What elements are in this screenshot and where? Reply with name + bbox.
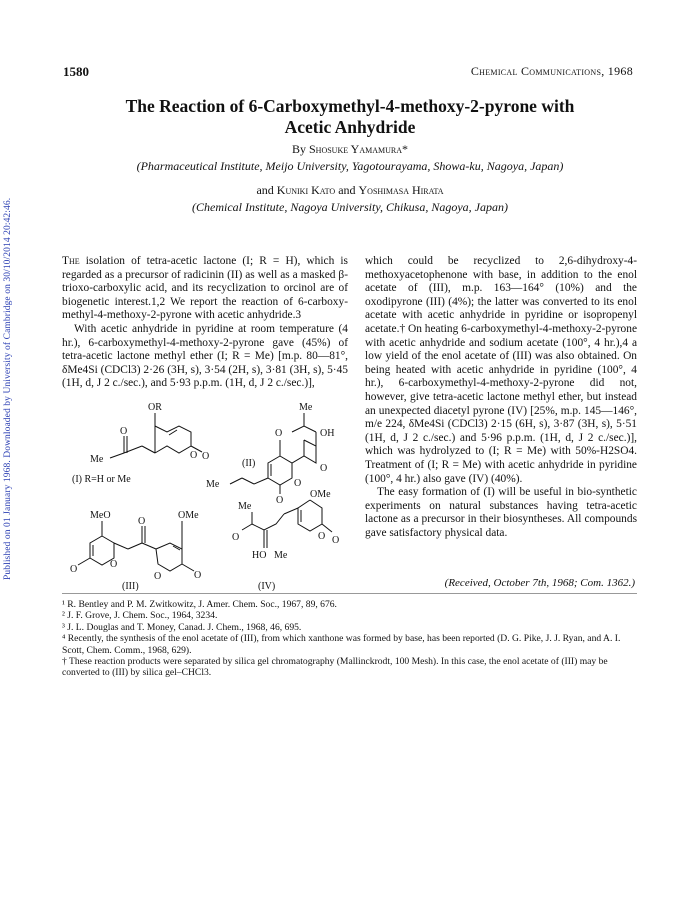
chemical-structures-figure bbox=[62, 396, 352, 591]
author-and-2: and bbox=[338, 183, 356, 197]
label-o-ketone-ii: O bbox=[320, 463, 328, 474]
footnote-rule bbox=[62, 593, 637, 594]
left-paragraph-1 bbox=[62, 255, 348, 323]
author-by: By bbox=[291, 142, 306, 156]
left-column bbox=[62, 255, 348, 391]
label-or: OR bbox=[148, 402, 162, 413]
label-o-iv: O bbox=[232, 532, 240, 543]
right-paragraph-1: which could be recyclized to 2,6-dihydroxy-4-methoxyacetophenone with base, in addition to the enol acetate of (III), m.p. 163—164° (10%) and the oxodipyrone (III) (4%); the latter was converted to its enol acetate with acetic anhydride in pyridine or isopropenyl acetate.† On heating 6-carboxymethyl-4-methoxy-2-pyrone with acetic anhydride and sodium acetate (100°, 4 hr.),4 a low yield of the enol acetate of (III) was also obtained. On being heated with acetic anhydride in pyridine (100°, 4 hr.), 6-carboxymethyl-4-methoxy-2-pyrone did not, however, give tetra-acetic lactone methyl ether, but instead an unexpected diacetyl pyrone (IV) [25%, m.p. 145—146°, m/e 224, δMe4Si (CDCl3) 2·15 (6H, s), 3·87 (3H, s), 5·51 (1H, d, J 2 c./sec.) and 5·96 p.p.m. (1H, d, J 2 c./sec.)], which was hydrolyzed to (I; R = Me) with 50%-H2SO4. Treatment of (I; R = Me) with acetic anhydride in pyridine (100°, 4 hr.) also gave (IV) (40%). bbox=[365, 255, 638, 485]
label-ho-iv: HO bbox=[252, 550, 267, 561]
caption-structure-iv: (IV) bbox=[258, 581, 276, 591]
footnotes bbox=[62, 599, 640, 679]
label-ome-iii: OMe bbox=[178, 510, 199, 521]
footnote-2: ² J. F. Grove, J. Chem. Soc., 1964, 3234. bbox=[62, 610, 218, 622]
footnote-1: ¹ R. Bentley and P. M. Zwitkowitz, J. Amer. Chem. Soc., 1967, 89, 676. bbox=[62, 599, 337, 610]
label-o-ketone-i: O bbox=[120, 426, 128, 437]
footnote-dagger: † These reaction products were separated by silica gel chromatography (Mallinckrodt, 100 Mesh). In this case, the enol acetate of (III) may be converted to (III) by silica gel–CHCl3. bbox=[62, 656, 608, 679]
label-me2-iv: Me bbox=[274, 550, 288, 561]
caption-structure-ii: (II) bbox=[242, 458, 256, 469]
caption-structure-iii: (III) bbox=[122, 581, 139, 591]
label-o-carbonyl-iii-b: O bbox=[194, 570, 202, 581]
received-date: (Received, October 7th, 1968; bbox=[444, 577, 578, 589]
publication-side-note: Published on 01 January 1968. Downloaded by University of Cambridge on 30/10/2014 20:42:46. bbox=[3, 197, 13, 580]
caption-structure-i: (I) R=H or Me bbox=[72, 474, 131, 485]
label-o-carbonyl-ii: O bbox=[276, 495, 284, 506]
label-o-ring2-ii: O bbox=[294, 478, 302, 489]
affiliation-2: (Chemical Institute, Nagoya University, Chikusa, Nagoya, Japan) bbox=[192, 200, 508, 214]
page-number: 1580 bbox=[63, 64, 89, 79]
article-title bbox=[60, 96, 640, 138]
communication-number: Com. 1362.) bbox=[580, 577, 635, 589]
title-line-1: The Reaction of 6-Carboxymethyl-4-methoxy-2-pyrone with bbox=[125, 96, 575, 116]
structure-iii bbox=[70, 510, 201, 591]
lead-word: The bbox=[62, 255, 80, 267]
label-me2-ii: Me bbox=[206, 479, 220, 490]
journal-running-head: Chemical Communications, 1968 bbox=[470, 64, 633, 78]
label-ome-iv: OMe bbox=[310, 489, 331, 500]
received-line bbox=[445, 577, 635, 589]
left-paragraph-2: With acetic anhydride in pyridine at room temperature (4 hr.), 6-carboxymethyl-4-methoxy-2-pyrone gave (45%) of tetra-acetic lactone methyl ether (I; R = Me) [m.p. 80—81°, δMe4Si (CDCl3) 2·26 (3H, s), 3·54 (2H, s), 3·81 (3H, s), 5·45 (1H, d, J 2 c./sec.), and 5·93 p.p.m. (1H, d, J 2 c./sec.)], bbox=[62, 322, 348, 390]
label-me-ii: Me bbox=[299, 402, 313, 413]
structure-iv bbox=[232, 489, 339, 591]
footnote-3: ³ J. L. Douglas and T. Money, Canad. J. Chem., 1968, 46, 695. bbox=[62, 621, 302, 633]
author-name-yamamura: Shosuke Yamamura* bbox=[309, 142, 409, 156]
affiliation-1: (Pharmaceutical Institute, Meijo University, Yagotourayama, Showa-ku, Nagoya, Japan) bbox=[136, 159, 564, 173]
author-and-1: and bbox=[256, 183, 274, 197]
label-oh-ii: OH bbox=[320, 428, 335, 439]
right-column bbox=[365, 255, 637, 540]
label-me-iv: Me bbox=[238, 501, 252, 512]
author-line-2 bbox=[60, 183, 640, 198]
label-o-ring-ii: O bbox=[275, 428, 283, 439]
label-meo-iii: MeO bbox=[90, 510, 111, 521]
label-o-ketone-iii: O bbox=[138, 516, 146, 527]
label-me-i: Me bbox=[90, 454, 104, 465]
left-paragraph-1-text: isolation of tetra-acetic lactone (I; R = H), which is regarded as a precursor of radicinin (II) as well as a masked β-trioxo-carboxylic acid, and its recyclization to orcinol are of biogenetic interest.1,2 We report the reaction of 6-carboxy-methyl-4-methoxy-2-pyrone with acetic anhydride.3 bbox=[62, 255, 348, 322]
title-line-2: Acetic Anhydride bbox=[284, 117, 416, 137]
label-o-ring-iv: O bbox=[318, 531, 326, 542]
label-o-carbonyl-iv: O bbox=[332, 535, 340, 546]
structure-i bbox=[72, 402, 209, 485]
label-o-carbonyl-iii-a: O bbox=[70, 564, 78, 575]
right-paragraph-2: The easy formation of (I) will be useful in bio-synthetic experiments on natural substances having tetra-acetic lactone as a precursor in their biosyntheses. All compounds gave satisfactory physical data. bbox=[365, 486, 637, 539]
label-o-ring-iii-b: O bbox=[154, 571, 162, 582]
author-name-hirata: Yoshimasa Hirata bbox=[358, 183, 444, 197]
author-line-1 bbox=[60, 142, 640, 157]
label-o-ring-iii-a: O bbox=[110, 559, 118, 570]
label-o-carbonyl-i: O bbox=[202, 451, 210, 462]
author-name-kato: Kuniki Kato bbox=[276, 183, 336, 197]
label-o-ring-i: O bbox=[190, 450, 198, 461]
footnote-4: ⁴ Recently, the synthesis of the enol acetate of (III), from which xanthone was formed by base, has been reported (D. G. Pike, J. J. Ryan, and A. I. Scott, Chem. Comm., 1968, 629). bbox=[62, 633, 621, 656]
